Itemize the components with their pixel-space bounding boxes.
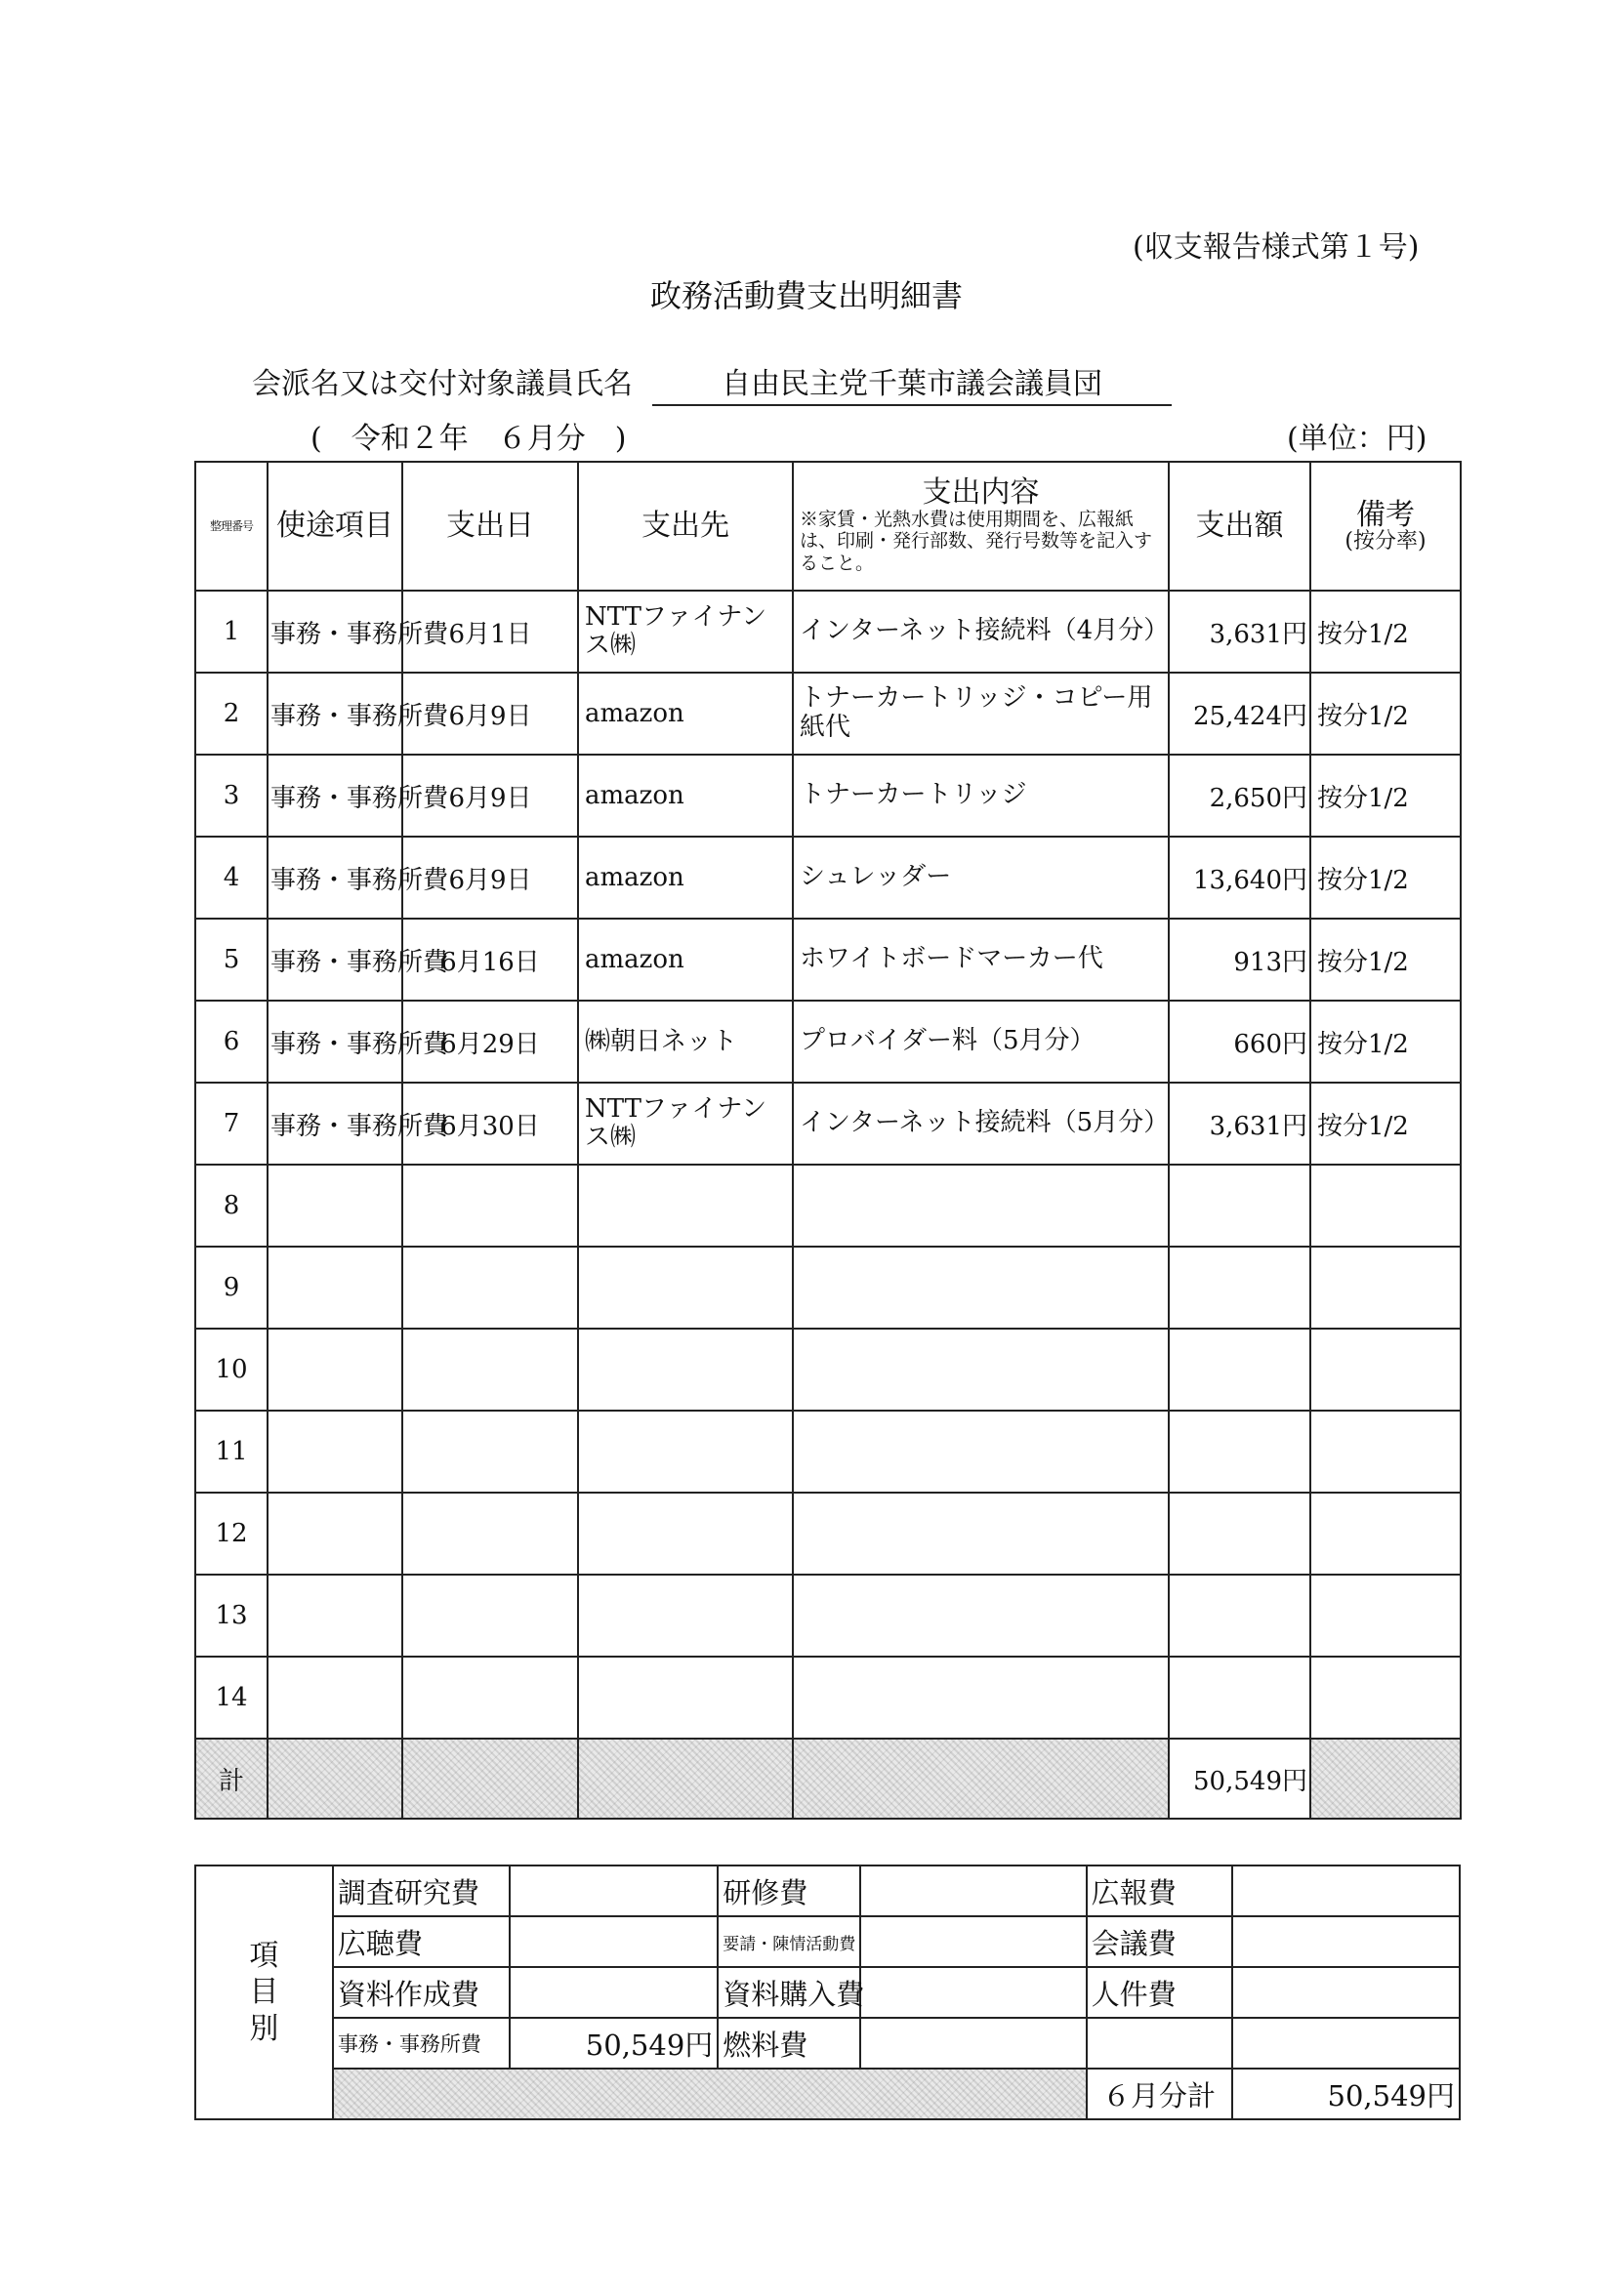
- row-date: 6月9日: [402, 673, 578, 755]
- row-number: 14: [195, 1657, 268, 1739]
- table-row: [195, 1657, 1461, 1739]
- row-content: [793, 1575, 1169, 1657]
- row-note: 按分1/2: [1310, 837, 1461, 919]
- table-row: [195, 1247, 1461, 1329]
- row-amount: 13,640円: [1169, 837, 1310, 919]
- summary-amount: [510, 1916, 718, 1967]
- row-amount: 660円: [1169, 1001, 1310, 1083]
- col-header-date: 支出日: [402, 462, 578, 591]
- row-category: 事務・事務所費: [268, 837, 402, 919]
- row-content: [793, 1165, 1169, 1247]
- row-number: 6: [195, 1001, 268, 1083]
- row-payee: amazon: [578, 837, 793, 919]
- row-amount: [1169, 1165, 1310, 1247]
- summary-amount: [860, 1916, 1086, 1967]
- summary-amount: [510, 1967, 718, 2018]
- total-shaded-cell: [1310, 1739, 1461, 1819]
- row-content: [793, 1657, 1169, 1739]
- row-category: 事務・事務所費: [268, 1001, 402, 1083]
- row-category: 事務・事務所費: [268, 1083, 402, 1165]
- month-total-amount: 50,549円: [1232, 2069, 1461, 2119]
- row-content: インターネット接続料（4月分）: [793, 591, 1169, 673]
- row-note: 按分1/2: [1310, 591, 1461, 673]
- row-payee: ㈱朝日ネット: [578, 1001, 793, 1083]
- row-note: [1310, 1411, 1461, 1493]
- row-number: 9: [195, 1247, 268, 1329]
- col-header-note-sub: (按分率): [1344, 529, 1427, 554]
- col-header-content: [793, 462, 1169, 591]
- row-note: [1310, 1575, 1461, 1657]
- total-shaded-cell: [402, 1739, 578, 1819]
- summary-label: 研修費: [718, 1866, 860, 1916]
- row-note: 按分1/2: [1310, 1001, 1461, 1083]
- row-number: 10: [195, 1329, 268, 1411]
- table-header-row: [195, 462, 1461, 591]
- row-content: シュレッダー: [793, 837, 1169, 919]
- row-date: 6月16日: [402, 919, 578, 1001]
- row-amount: 2,650円: [1169, 755, 1310, 837]
- row-category: 事務・事務所費: [268, 919, 402, 1001]
- row-category: [268, 1493, 402, 1575]
- summary-total-row: [195, 2069, 1460, 2119]
- table-row: [195, 673, 1461, 755]
- row-date: [402, 1165, 578, 1247]
- total-row: [195, 1739, 1461, 1819]
- row-payee: NTTファイナンス㈱: [578, 1083, 793, 1165]
- row-note: [1310, 1165, 1461, 1247]
- row-category: [268, 1411, 402, 1493]
- summary-amount: [1232, 1916, 1461, 1967]
- row-payee: [578, 1657, 793, 1739]
- row-category: [268, 1329, 402, 1411]
- summary-amount: [1232, 1967, 1461, 2018]
- row-payee: [578, 1493, 793, 1575]
- row-number: 11: [195, 1411, 268, 1493]
- row-amount: 913円: [1169, 919, 1310, 1001]
- row-amount: [1169, 1247, 1310, 1329]
- row-content: トナーカートリッジ: [793, 755, 1169, 837]
- row-content: ホワイトボードマーカー代: [793, 919, 1169, 1001]
- row-note: [1310, 1247, 1461, 1329]
- row-category: [268, 1165, 402, 1247]
- form-number: (収支報告様式第１号): [1133, 230, 1420, 265]
- summary-label: 会議費: [1087, 1916, 1232, 1967]
- table-row: [195, 755, 1461, 837]
- row-number: 7: [195, 1083, 268, 1165]
- side-char: 目: [249, 1975, 279, 2010]
- col-header-category: 使途項目: [268, 462, 402, 591]
- row-note: [1310, 1493, 1461, 1575]
- row-payee: amazon: [578, 673, 793, 755]
- summary-label: 燃料費: [718, 2018, 860, 2069]
- summary-label: 広聴費: [333, 1916, 510, 1967]
- summary-row: [195, 1967, 1460, 2018]
- col-header-number: 整理番号: [195, 462, 268, 591]
- group-name: 自由民主党千葉市議会議員団: [652, 359, 1172, 406]
- row-payee: [578, 1411, 793, 1493]
- col-header-note-label: 備考: [1356, 497, 1415, 532]
- row-number: 13: [195, 1575, 268, 1657]
- row-date: 6月9日: [402, 837, 578, 919]
- row-content: [793, 1411, 1169, 1493]
- summary-label: 人件費: [1087, 1967, 1232, 2018]
- row-content: [793, 1247, 1169, 1329]
- side-char: 別: [249, 2011, 279, 2046]
- row-note: [1310, 1329, 1461, 1411]
- row-payee: [578, 1247, 793, 1329]
- total-shaded-cell: [268, 1739, 402, 1819]
- row-date: 6月9日: [402, 755, 578, 837]
- unit-label: (単位：円): [1287, 422, 1427, 456]
- row-payee: [578, 1329, 793, 1411]
- row-number: 8: [195, 1165, 268, 1247]
- summary-shaded-cell: [333, 2069, 1087, 2119]
- row-category: [268, 1575, 402, 1657]
- table-row: [195, 1411, 1461, 1493]
- summary-label: 資料購入費: [718, 1967, 860, 2018]
- row-number: 12: [195, 1493, 268, 1575]
- col-header-amount: 支出額: [1169, 462, 1310, 591]
- row-date: [402, 1493, 578, 1575]
- col-header-payee: 支出先: [578, 462, 793, 591]
- row-amount: 3,631円: [1169, 1083, 1310, 1165]
- table-row: [195, 1083, 1461, 1165]
- table-row: [195, 1329, 1461, 1411]
- total-shaded-cell: [793, 1739, 1169, 1819]
- table-row: [195, 591, 1461, 673]
- summary-amount: [1232, 1866, 1461, 1916]
- document-title: 政務活動費支出明細書: [649, 277, 963, 314]
- summary-amount: [860, 2018, 1086, 2069]
- table-row: [195, 1001, 1461, 1083]
- report-period: ( 令和２年 ６月分 ): [310, 422, 627, 456]
- summary-amount: 50,549円: [510, 2018, 718, 2069]
- row-date: [402, 1411, 578, 1493]
- row-category: [268, 1247, 402, 1329]
- row-payee: amazon: [578, 919, 793, 1001]
- row-number: 5: [195, 919, 268, 1001]
- table-row: [195, 1165, 1461, 1247]
- summary-side-label: [195, 1866, 333, 2119]
- row-category: 事務・事務所費: [268, 755, 402, 837]
- table-row: [195, 1575, 1461, 1657]
- col-header-content-note: ※家賃・光熱水費は使用期間を、広報紙は、印刷・発行部数、発行号数等を記入すること。: [800, 508, 1153, 575]
- row-amount: [1169, 1575, 1310, 1657]
- summary-label: 調査研究費: [333, 1866, 510, 1916]
- row-date: [402, 1247, 578, 1329]
- month-total-label: ６月分計: [1087, 2069, 1232, 2119]
- summary-empty-cell: [1232, 2018, 1461, 2069]
- summary-row: [195, 1916, 1460, 1967]
- row-category: [268, 1657, 402, 1739]
- row-number: 3: [195, 755, 268, 837]
- row-date: 6月29日: [402, 1001, 578, 1083]
- row-date: [402, 1329, 578, 1411]
- row-content: [793, 1329, 1169, 1411]
- summary-label: 広報費: [1087, 1866, 1232, 1916]
- row-content: トナーカートリッジ・コピー用紙代: [793, 673, 1169, 755]
- row-content: [793, 1493, 1169, 1575]
- row-note: 按分1/2: [1310, 755, 1461, 837]
- category-summary-table: [194, 1865, 1461, 2120]
- summary-amount: [860, 1967, 1086, 2018]
- summary-label: 資料作成費: [333, 1967, 510, 2018]
- row-note: 按分1/2: [1310, 673, 1461, 755]
- total-amount: 50,549円: [1169, 1739, 1310, 1819]
- row-payee: [578, 1575, 793, 1657]
- row-note: 按分1/2: [1310, 919, 1461, 1001]
- row-amount: [1169, 1493, 1310, 1575]
- table-row: [195, 837, 1461, 919]
- summary-empty-cell: [1087, 2018, 1232, 2069]
- col-header-note: [1310, 462, 1461, 591]
- row-amount: [1169, 1411, 1310, 1493]
- summary-amount: [510, 1866, 718, 1916]
- row-amount: [1169, 1657, 1310, 1739]
- row-category: 事務・事務所費: [268, 591, 402, 673]
- row-number: 2: [195, 673, 268, 755]
- row-content: プロバイダー料（5月分）: [793, 1001, 1169, 1083]
- row-number: 1: [195, 591, 268, 673]
- summary-row: [195, 1866, 1460, 1916]
- row-payee: amazon: [578, 755, 793, 837]
- row-number: 4: [195, 837, 268, 919]
- summary-amount: [860, 1866, 1086, 1916]
- col-header-content-label: 支出内容: [922, 475, 1040, 511]
- row-date: [402, 1657, 578, 1739]
- total-shaded-cell: [578, 1739, 793, 1819]
- row-note: [1310, 1657, 1461, 1739]
- row-note: 按分1/2: [1310, 1083, 1461, 1165]
- row-content: インターネット接続料（5月分）: [793, 1083, 1169, 1165]
- row-amount: 3,631円: [1169, 591, 1310, 673]
- table-row: [195, 919, 1461, 1001]
- summary-label: 事務・事務所費: [333, 2018, 510, 2069]
- row-date: [402, 1575, 578, 1657]
- summary-row: [195, 2018, 1460, 2069]
- row-amount: 25,424円: [1169, 673, 1310, 755]
- row-date: 6月30日: [402, 1083, 578, 1165]
- row-amount: [1169, 1329, 1310, 1411]
- row-payee: [578, 1165, 793, 1247]
- total-label: 計: [195, 1739, 268, 1819]
- summary-label: 要請・陳情活動費: [718, 1916, 860, 1967]
- row-payee: NTTファイナンス㈱: [578, 591, 793, 673]
- expenditure-table: [194, 461, 1462, 1820]
- table-row: [195, 1493, 1461, 1575]
- row-category: 事務・事務所費: [268, 673, 402, 755]
- side-char: 項: [249, 1938, 279, 1973]
- group-label: 会派名又は交付対象議員氏名: [252, 367, 633, 401]
- row-date: 6月1日: [402, 591, 578, 673]
